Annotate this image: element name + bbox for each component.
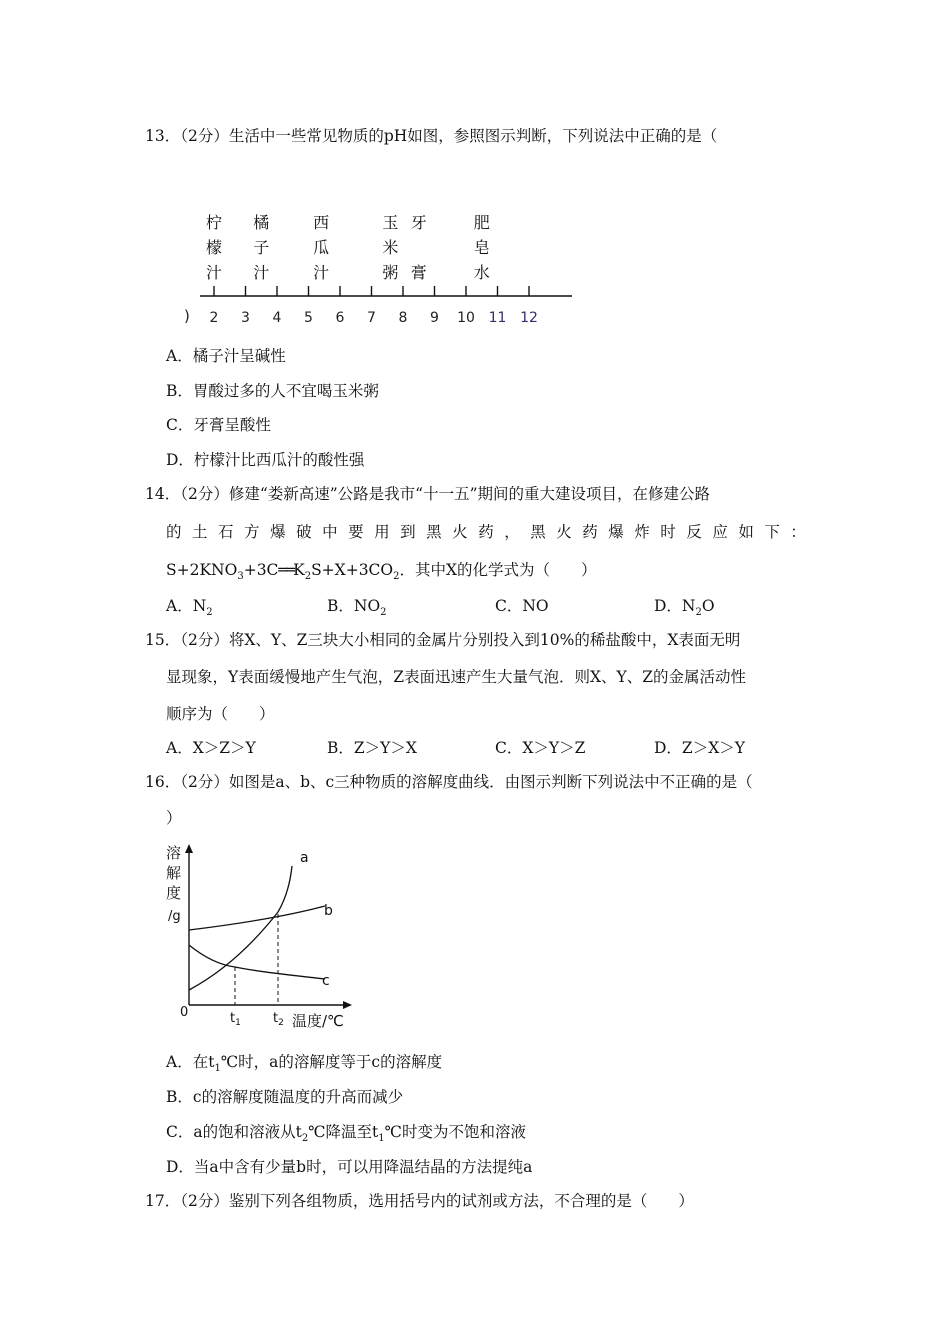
origin-label: 0 (180, 1005, 189, 1020)
q14-line2-char: 用 (374, 523, 390, 541)
q14-line2-char: 黑 (530, 523, 546, 541)
ph-tick-label: 9 (430, 310, 439, 326)
curve-c-label: c (322, 973, 330, 989)
q14-line1: 14．（2分）修建“娄新高速”公路是我市“十一五”期间的重大建设项目，在修建公路 (145, 485, 711, 503)
q16-line1: 16．（2分）如图是a、b、c三种物质的溶解度曲线．由图示判断下列说法中不正确的是（ (145, 773, 753, 791)
ph-tick-label: 6 (335, 310, 345, 326)
q14-line2-char: 的 (166, 523, 182, 541)
q13-option-c: C．牙膏呈酸性 (166, 416, 271, 434)
ph-tick-label: 5 (304, 310, 313, 326)
curve-c (189, 945, 325, 979)
y-label-4: /g (168, 909, 181, 924)
ph-substance-label: 汁 (253, 263, 270, 282)
ph-scale-figure (175, 205, 595, 335)
q15-line1: 15．（2分）将X、Y、Z三块大小相同的金属片分别投入到10%的稀盐酸中，X表面无明 (145, 631, 741, 649)
q14-line2-char: 火 (452, 523, 468, 541)
q14-line2-char: ： (790, 523, 806, 541)
y-label-3: 度 (166, 884, 182, 902)
q14-line2-char: 爆 (270, 523, 286, 541)
q14-line2-char: 到 (400, 523, 416, 541)
y-label-1: 溶 (166, 844, 182, 862)
ph-tick-label: 11 (488, 310, 507, 326)
x-axis-arrow (343, 1001, 352, 1009)
q16-option-d: D．当a中含有少量b时，可以用降温结晶的方法提纯a (166, 1158, 533, 1176)
q13-option-d: D．柠檬汁比西瓜汁的酸性强 (166, 451, 365, 469)
q14-line2-char: 土 (192, 523, 208, 541)
q14-line2-char: 反 (686, 523, 702, 541)
ph-substance-label: 瓜 (313, 238, 330, 257)
q14-option-d: D．$N_2O$ (654, 597, 715, 619)
ph-substance-label: 膏 (410, 263, 427, 282)
q14-line2-char: 时 (660, 523, 676, 541)
q14-line2-char: 要 (348, 523, 364, 541)
q15-option-c: C．X＞Y＞Z (495, 739, 586, 757)
q14-option-a: A．$N_2$ (166, 597, 213, 619)
q14-line2-char: 爆 (608, 523, 624, 541)
ph-tick-label: 7 (367, 310, 376, 326)
ph-substance-label: 子 (253, 238, 270, 257)
ph-substance-label: 粥 (382, 263, 399, 282)
q14-line2-char: 黑 (426, 523, 442, 541)
curve-b (189, 906, 325, 930)
q14-line2-char: 应 (712, 523, 728, 541)
q14-line2-char: 火 (556, 523, 572, 541)
q15-line2: 显现象，Y表面缓慢地产生气泡，Z表面迅速产生大量气泡．则X、Y、Z的金属活动性 (166, 668, 747, 686)
ph-tick-label: 4 (272, 310, 282, 326)
q14-option-b: B．$NO_2$ (327, 597, 387, 619)
q14-line2-char: ， (504, 523, 520, 541)
q15-option-b: B．Z＞Y＞X (327, 739, 417, 757)
q14-line2-char: 石 (218, 523, 234, 541)
q14-line2 (166, 522, 806, 542)
q15-line3: 顺序为（ ） (166, 705, 275, 723)
ph-substance-label: 汁 (205, 263, 223, 282)
ph-tick-label: 8 (398, 310, 408, 326)
curve-a-label: a (300, 850, 309, 866)
ph-substance-label: 玉 (382, 213, 399, 232)
q16-line2: ） (166, 809, 182, 827)
q14-option-c: C．NO (495, 597, 549, 615)
ph-substance-label: 西 (313, 213, 330, 232)
t1-label: $t_1$ (230, 1011, 241, 1028)
ph-substance-label: 柠 (205, 213, 223, 232)
q14-line2-char: 药 (582, 523, 598, 541)
q13-stem: 13．（2分）生活中一些常见物质的pH如图，参照图示判断，下列说法中正确的是（ (145, 127, 718, 145)
q15-option-d: D．Z＞X＞Y (654, 739, 745, 757)
ph-tick-label: 12 (520, 310, 538, 326)
q14-line2-char: 炸 (634, 523, 650, 541)
curve-b-label: b (324, 903, 333, 919)
solubility-curve-figure (160, 840, 360, 1040)
ph-substance-label: 肥 (473, 213, 490, 232)
ph-axis-paren: ) (184, 307, 190, 325)
q16-option-b: B．c的溶解度随温度的升高而减少 (166, 1088, 404, 1106)
ph-substance-label: 橘 (253, 213, 270, 232)
q14-line2-char: 药 (478, 523, 494, 541)
q13-option-b: B．胃酸过多的人不宜喝玉米粥 (166, 382, 379, 400)
ph-substance-label: 水 (473, 263, 490, 282)
q16-option-c: C．a的饱和溶液从$t_2℃$降温至$t_1℃$时变为不饱和溶液 (166, 1123, 527, 1145)
q16-option-a: A．在$t_1℃$时，a的溶解度等于c的溶解度 (166, 1053, 443, 1075)
ph-substance-label: 米 (382, 238, 399, 257)
q14-line2-char: 中 (322, 523, 338, 541)
ph-substance-label: 汁 (313, 263, 330, 282)
q13-option-a: A．橘子汁呈碱性 (166, 347, 286, 365)
y-axis-arrow (185, 844, 193, 853)
q15-option-a: A．X＞Z＞Y (166, 739, 256, 757)
t2-label: $t_2$ (273, 1011, 284, 1028)
ph-tick-label: 3 (241, 310, 250, 326)
q14-line2-char: 方 (244, 523, 260, 541)
q14-line2-char: 破 (296, 523, 312, 541)
ph-substance-label: 檬 (205, 238, 223, 257)
ph-tick-label: 10 (457, 310, 475, 326)
ph-tick-label: 2 (209, 310, 219, 326)
ph-substance-label: 牙 (410, 213, 427, 232)
y-label-2: 解 (166, 864, 182, 882)
q14-line2-char: 下 (764, 523, 780, 541)
x-axis-label: 温度/℃ (292, 1012, 344, 1030)
q17-stem: 17．（2分）鉴别下列各组物质，选用括号内的试剂或方法，不合理的是（ ） (145, 1192, 694, 1210)
q14-line3: $S+2KNO_3+3C══K_2S+X+3CO_2$．其中X的化学式为（ ） (166, 561, 597, 583)
ph-substance-label: 皂 (473, 238, 490, 257)
q14-line2-char: 如 (738, 523, 754, 541)
